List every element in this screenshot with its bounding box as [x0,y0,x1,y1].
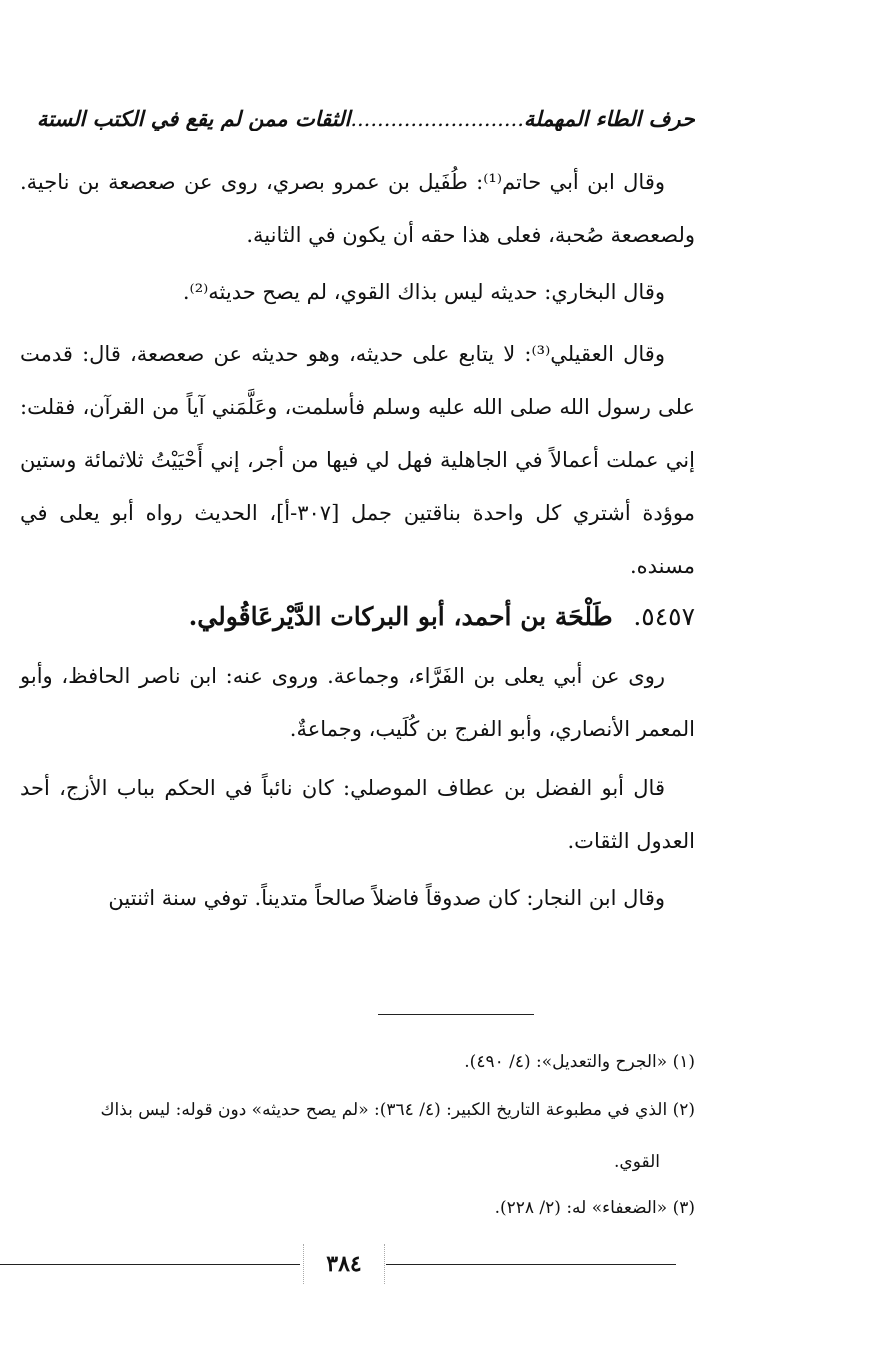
footnote-2-continued: القوي. [614,1152,660,1172]
header-book-title: الثقات ممن لم يقع في الكتب الستة [36,106,351,131]
footnote-separator [378,1014,534,1015]
footer-rule-right [386,1264,676,1265]
paragraph-ibn-najjar: وقال ابن النجار: كان صدوقاً فاضلاً صالحاً متديناً. توفي سنة اثنتين [108,886,665,910]
page-number: ٣٨٤ [303,1244,385,1284]
paragraph-ibn-abi-hatim: وقال ابن أبي حاتم⁽¹⁾: طُفَيل بن عمرو بصري، روى عن صعصعة بن ناجية. ولصعصعة صُحبة، فعلى هذا حقه أن يكون في الثانية. [20,170,695,247]
running-header [5,106,695,131]
footnote-3: (٣) «الضعفاء» له: (٢/ ٢٢٨). [494,1198,695,1218]
entry-name: طَلْحَة بن أحمد، أبو البركات الدَّيْرعَاقُولي. [188,602,613,631]
footnote-2: (٢) الذي في مطبوعة التاريخ الكبير: (٤/ ٣٦٤): «لم يصح حديثه» دون قوله: ليس بذاك [100,1100,695,1120]
paragraph-bukhari: وقال البخاري: حديثه ليس بذاك القوي، لم يصح حديثه⁽²⁾. [182,280,665,304]
footnote-1: (١) «الجرح والتعديل»: (٤/ ٤٩٠). [464,1052,695,1072]
entry-heading [20,592,695,642]
paragraph-narrators: روى عن أبي يعلى بن الفَرَّاء، وجماعة. وروى عنه: ابن ناصر الحافظ، وأبو المعمر الأنصاري، وأبو الفرج بن كُلَيب، وجماعةٌ. [20,664,695,741]
paragraph-mawsili: قال أبو الفضل بن عطاف الموصلي: كان نائباً في الحكم بباب الأزج، أحد العدول الثقات. [20,776,695,853]
header-dots: .......................... [350,107,524,131]
footer-rule-left [0,1264,300,1265]
paragraph-uqayli: وقال العقيلي⁽³⁾: لا يتابع على حديثه، وهو حديثه عن صعصعة، قال: قدمت على رسول الله صلى الله عليه وسلم فأسلمت، وعَلَّمَني آياً من القرآن، فقلت: إني عملت أعمالاً في الجاهلية فهل لي فيها من أجر، إني أَحْيَيْتُ ثلاثمائة وستين موؤدة أشتري كل واحدة بناقتين جمل [٣٠٧-أ]، الحديث رواه أبو يعلى في مسنده. [20,342,695,578]
entry-number: ٥٤٥٧. [633,602,695,631]
header-chapter-title: حرف الطاء المهملة [523,106,695,131]
